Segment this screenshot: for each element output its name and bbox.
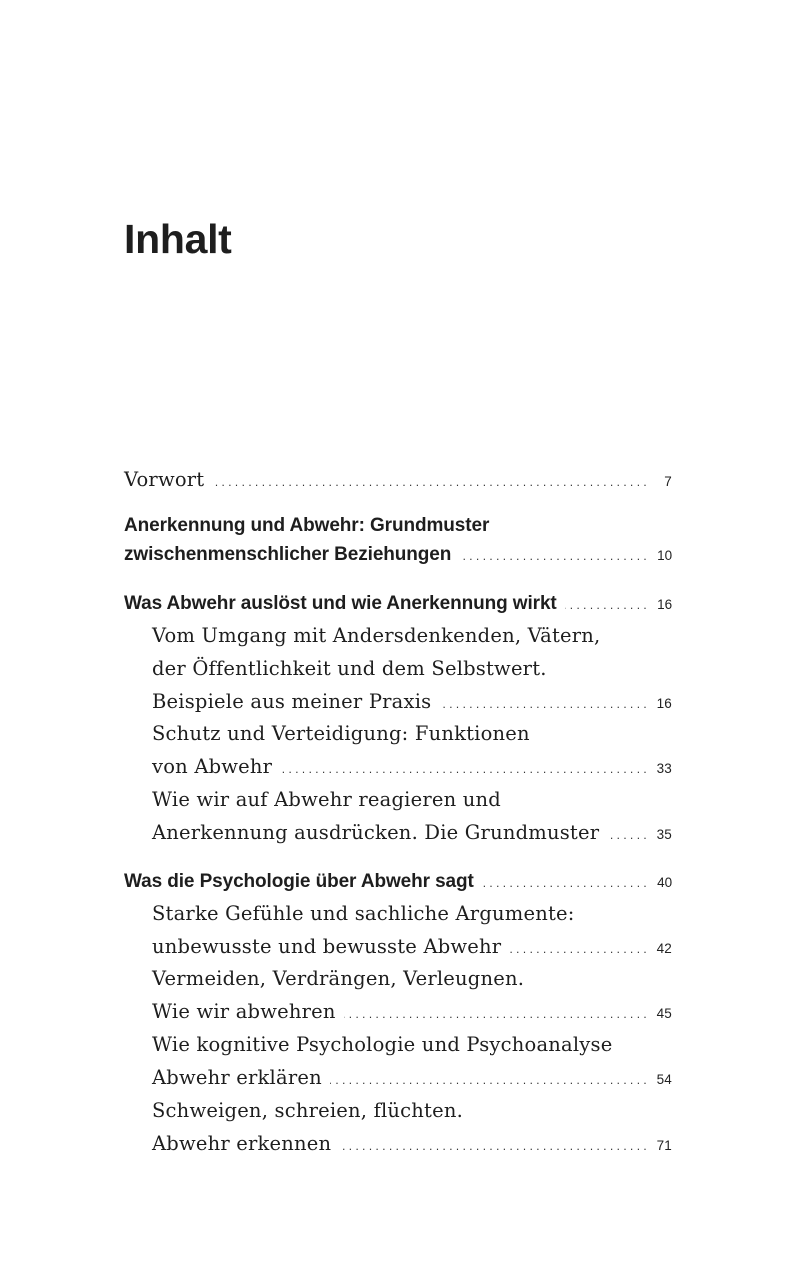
toc-section[interactable]	[152, 750, 672, 784]
toc-chapter-1[interactable]	[124, 538, 672, 572]
toc-entry-title: Was Abwehr auslöst und wie Anerkennung wirkt	[124, 593, 557, 614]
dot-leader	[330, 1064, 650, 1098]
toc-entry-title: Anerkennung ausdrücken. Die Grundmuster	[152, 821, 600, 844]
page-number: 35	[656, 827, 672, 842]
toc-entry-title: der Öffentlichkeit und dem Selbstwert.	[152, 657, 547, 680]
page-number: 45	[656, 1006, 672, 1021]
dot-leader	[459, 540, 650, 574]
toc-chapter-3[interactable]	[124, 865, 672, 899]
toc-section-line[interactable]	[152, 897, 672, 931]
dot-leader	[212, 466, 650, 500]
page-title: Inhalt	[124, 216, 232, 262]
dot-leader	[482, 867, 650, 901]
toc-entry-title: Was die Psychologie über Abwehr sagt	[124, 871, 474, 892]
toc-section-line[interactable]	[152, 962, 672, 996]
toc-entry-title: Abwehr erkennen	[152, 1132, 332, 1155]
toc-section[interactable]	[152, 685, 672, 719]
toc-entry-title: Wie wir abwehren	[152, 1000, 336, 1023]
page-number: 40	[657, 875, 672, 890]
toc-section[interactable]	[152, 995, 672, 1029]
toc-section[interactable]	[152, 1127, 672, 1161]
page-number: 33	[656, 761, 672, 776]
toc-entry-vorwort[interactable]	[124, 463, 672, 497]
dot-leader	[607, 819, 650, 853]
page-number: 16	[656, 696, 672, 711]
toc-section-line[interactable]	[152, 1028, 672, 1062]
toc-section[interactable]	[152, 816, 672, 850]
toc-entry-title: Schutz und Verteidigung: Funktionen	[152, 722, 530, 745]
toc-section[interactable]	[152, 930, 672, 964]
toc-section-line[interactable]	[152, 619, 672, 653]
toc-entry-title: Beispiele aus meiner Praxis	[152, 690, 432, 713]
toc-entry-title: Anerkennung und Abwehr: Grundmuster	[124, 515, 490, 536]
dot-leader	[344, 998, 650, 1032]
toc-entry-title: Vom Umgang mit Andersdenkenden, Vätern,	[152, 624, 601, 647]
toc-section[interactable]	[152, 1061, 672, 1095]
page-number: 42	[656, 941, 672, 956]
toc-section-line[interactable]	[152, 652, 672, 686]
toc-section-line[interactable]	[152, 717, 672, 751]
toc-entry-title: von Abwehr	[152, 755, 273, 778]
toc-section-line[interactable]	[152, 1094, 672, 1128]
page-number: 54	[656, 1072, 672, 1087]
toc-entry-title: unbewusste und bewusste Abwehr	[152, 935, 502, 958]
page-number: 10	[657, 548, 672, 563]
toc-entry-title: Starke Gefühle und sachliche Argumente:	[152, 902, 575, 925]
page-number: 7	[664, 474, 672, 489]
dot-leader	[280, 753, 650, 787]
toc-chapter-2[interactable]	[124, 587, 672, 621]
toc-entry-title: Vermeiden, Verdrängen, Verleugnen.	[152, 967, 525, 990]
toc-entry-title: Abwehr erklären	[152, 1066, 322, 1089]
toc-section-line[interactable]	[152, 783, 672, 817]
toc-entry-title: Schweigen, schreien, flüchten.	[152, 1099, 463, 1122]
toc-entry-title: Vorwort	[124, 468, 205, 491]
dot-leader	[565, 589, 650, 623]
dot-leader	[339, 1130, 650, 1164]
toc-entry-title: zwischenmenschlicher Beziehungen	[124, 544, 452, 565]
toc-entry-title: Wie wir auf Abwehr reagieren und	[152, 788, 501, 811]
page-number: 16	[657, 597, 672, 612]
page-number: 71	[656, 1138, 672, 1153]
toc-entry-title: Wie kognitive Psychologie und Psychoanalyse	[152, 1033, 613, 1056]
